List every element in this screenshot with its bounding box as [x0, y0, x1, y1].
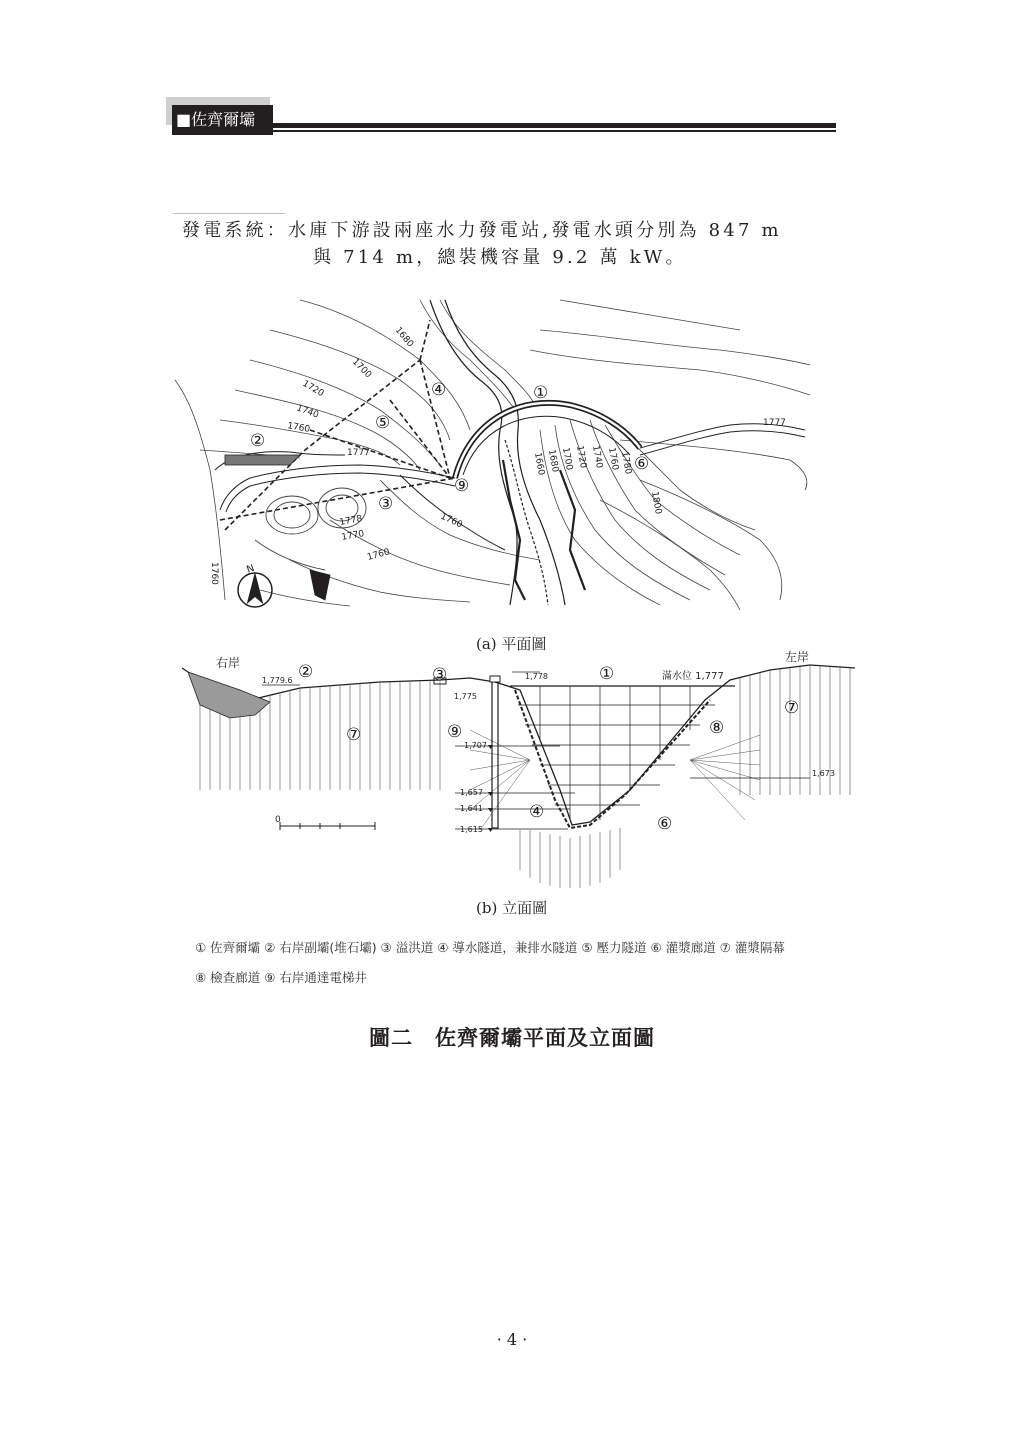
contour-label: 1780	[619, 450, 633, 476]
contour-label: 1680	[546, 448, 560, 474]
level-label: 1,707	[464, 741, 487, 750]
section-header-label: ■佐齊爾壩	[172, 105, 273, 135]
elev-marker: ⑦	[346, 725, 362, 745]
elev-marker: ④	[529, 802, 545, 822]
level-label: 1,775	[454, 692, 477, 701]
dam-figure	[170, 290, 870, 890]
contour-label: 1778	[338, 514, 364, 528]
header-rule-thick	[273, 123, 836, 128]
contour-label: 1760	[286, 421, 311, 435]
contour-label: 1680	[392, 325, 416, 350]
road	[215, 424, 805, 550]
north-label: N	[245, 562, 257, 576]
north-arrow	[238, 573, 272, 607]
elev-marker: ⑧	[709, 718, 725, 738]
contour-label: 1720	[574, 444, 588, 470]
contour-label: 1700	[560, 446, 574, 472]
elev-marker: ⑨	[447, 722, 463, 742]
contour-label: 1760	[366, 547, 391, 563]
plan-marker: ④	[431, 380, 447, 400]
contour-label: 1777	[763, 418, 786, 428]
elev-marker: ⑦	[784, 698, 800, 718]
contour-label: 1777	[347, 448, 370, 458]
plan-marker: ⑤	[375, 413, 391, 433]
contour-label: 1760	[606, 446, 620, 472]
elev-marker: ③	[432, 665, 448, 685]
elev-marker: ①	[599, 664, 615, 684]
page-number: · 4 ·	[496, 1330, 528, 1349]
level-label: 1,615	[460, 825, 483, 834]
right-bank-label: 右岸	[216, 656, 241, 670]
plan-marker: ⑥	[634, 454, 650, 474]
elev-marker: ②	[298, 662, 314, 682]
elevation-view	[182, 665, 855, 888]
rock-hatch	[200, 666, 850, 888]
plan-marker: ①	[533, 383, 549, 403]
plan-marker: ⑨	[454, 476, 470, 496]
contour-label: 1760	[209, 562, 219, 585]
scale-zero-label: 0	[275, 815, 281, 825]
contour-label: 1720	[300, 378, 326, 400]
elevation-caption: (b) 立面圖	[476, 899, 548, 917]
contour-label: 1800	[649, 490, 663, 516]
hills	[255, 488, 366, 570]
contour-label: 1740	[590, 444, 604, 470]
power-system-text-line1: 發電系統：水庫下游設兩座水力發電站,發電水頭分別為 847 m	[182, 220, 782, 241]
plan-marker: ②	[250, 431, 266, 451]
level-label: 1,673	[812, 769, 835, 778]
level-label: 1,779.6	[262, 676, 293, 685]
contour-label: 1770	[340, 529, 366, 543]
legend-line-1: ① 佐齊爾壩 ② 右岸副壩(堆石壩) ③ 溢洪道 ④ 導水隧道，兼排水隧道 ⑤ 壓力隧道 ⑥ 灌漿廊道 ⑦ 灌漿隔幕	[195, 940, 785, 955]
contour-label: 1700	[349, 357, 374, 381]
elev-marker: ⑥	[657, 814, 673, 834]
contour-label: 1740	[294, 403, 320, 421]
term-rule	[173, 213, 285, 214]
level-label: 1,641	[460, 804, 483, 813]
power-system-text-line2: 與 714 m，總裝機容量 9.2 萬 kW。	[313, 247, 687, 268]
plan-marker: ③	[378, 494, 394, 514]
river-channel	[430, 300, 565, 605]
contour-label: 1660	[532, 451, 546, 477]
legend-line-2: ⑧ 檢查廊道 ⑨ 右岸通達電梯井	[195, 970, 367, 985]
plan-caption: (a) 平面圖	[476, 635, 547, 653]
level-label: 1,778	[525, 672, 548, 681]
left-bank-label: 左岸	[785, 650, 810, 664]
header-rule-thin	[273, 130, 836, 132]
figure-title: 圖二 佐齊爾壩平面及立面圖	[369, 1026, 655, 1050]
normal-water-level-label: 滿水位 1,777	[662, 671, 724, 682]
contour-label: 1760	[438, 511, 464, 531]
level-label: 1,657	[460, 788, 483, 797]
